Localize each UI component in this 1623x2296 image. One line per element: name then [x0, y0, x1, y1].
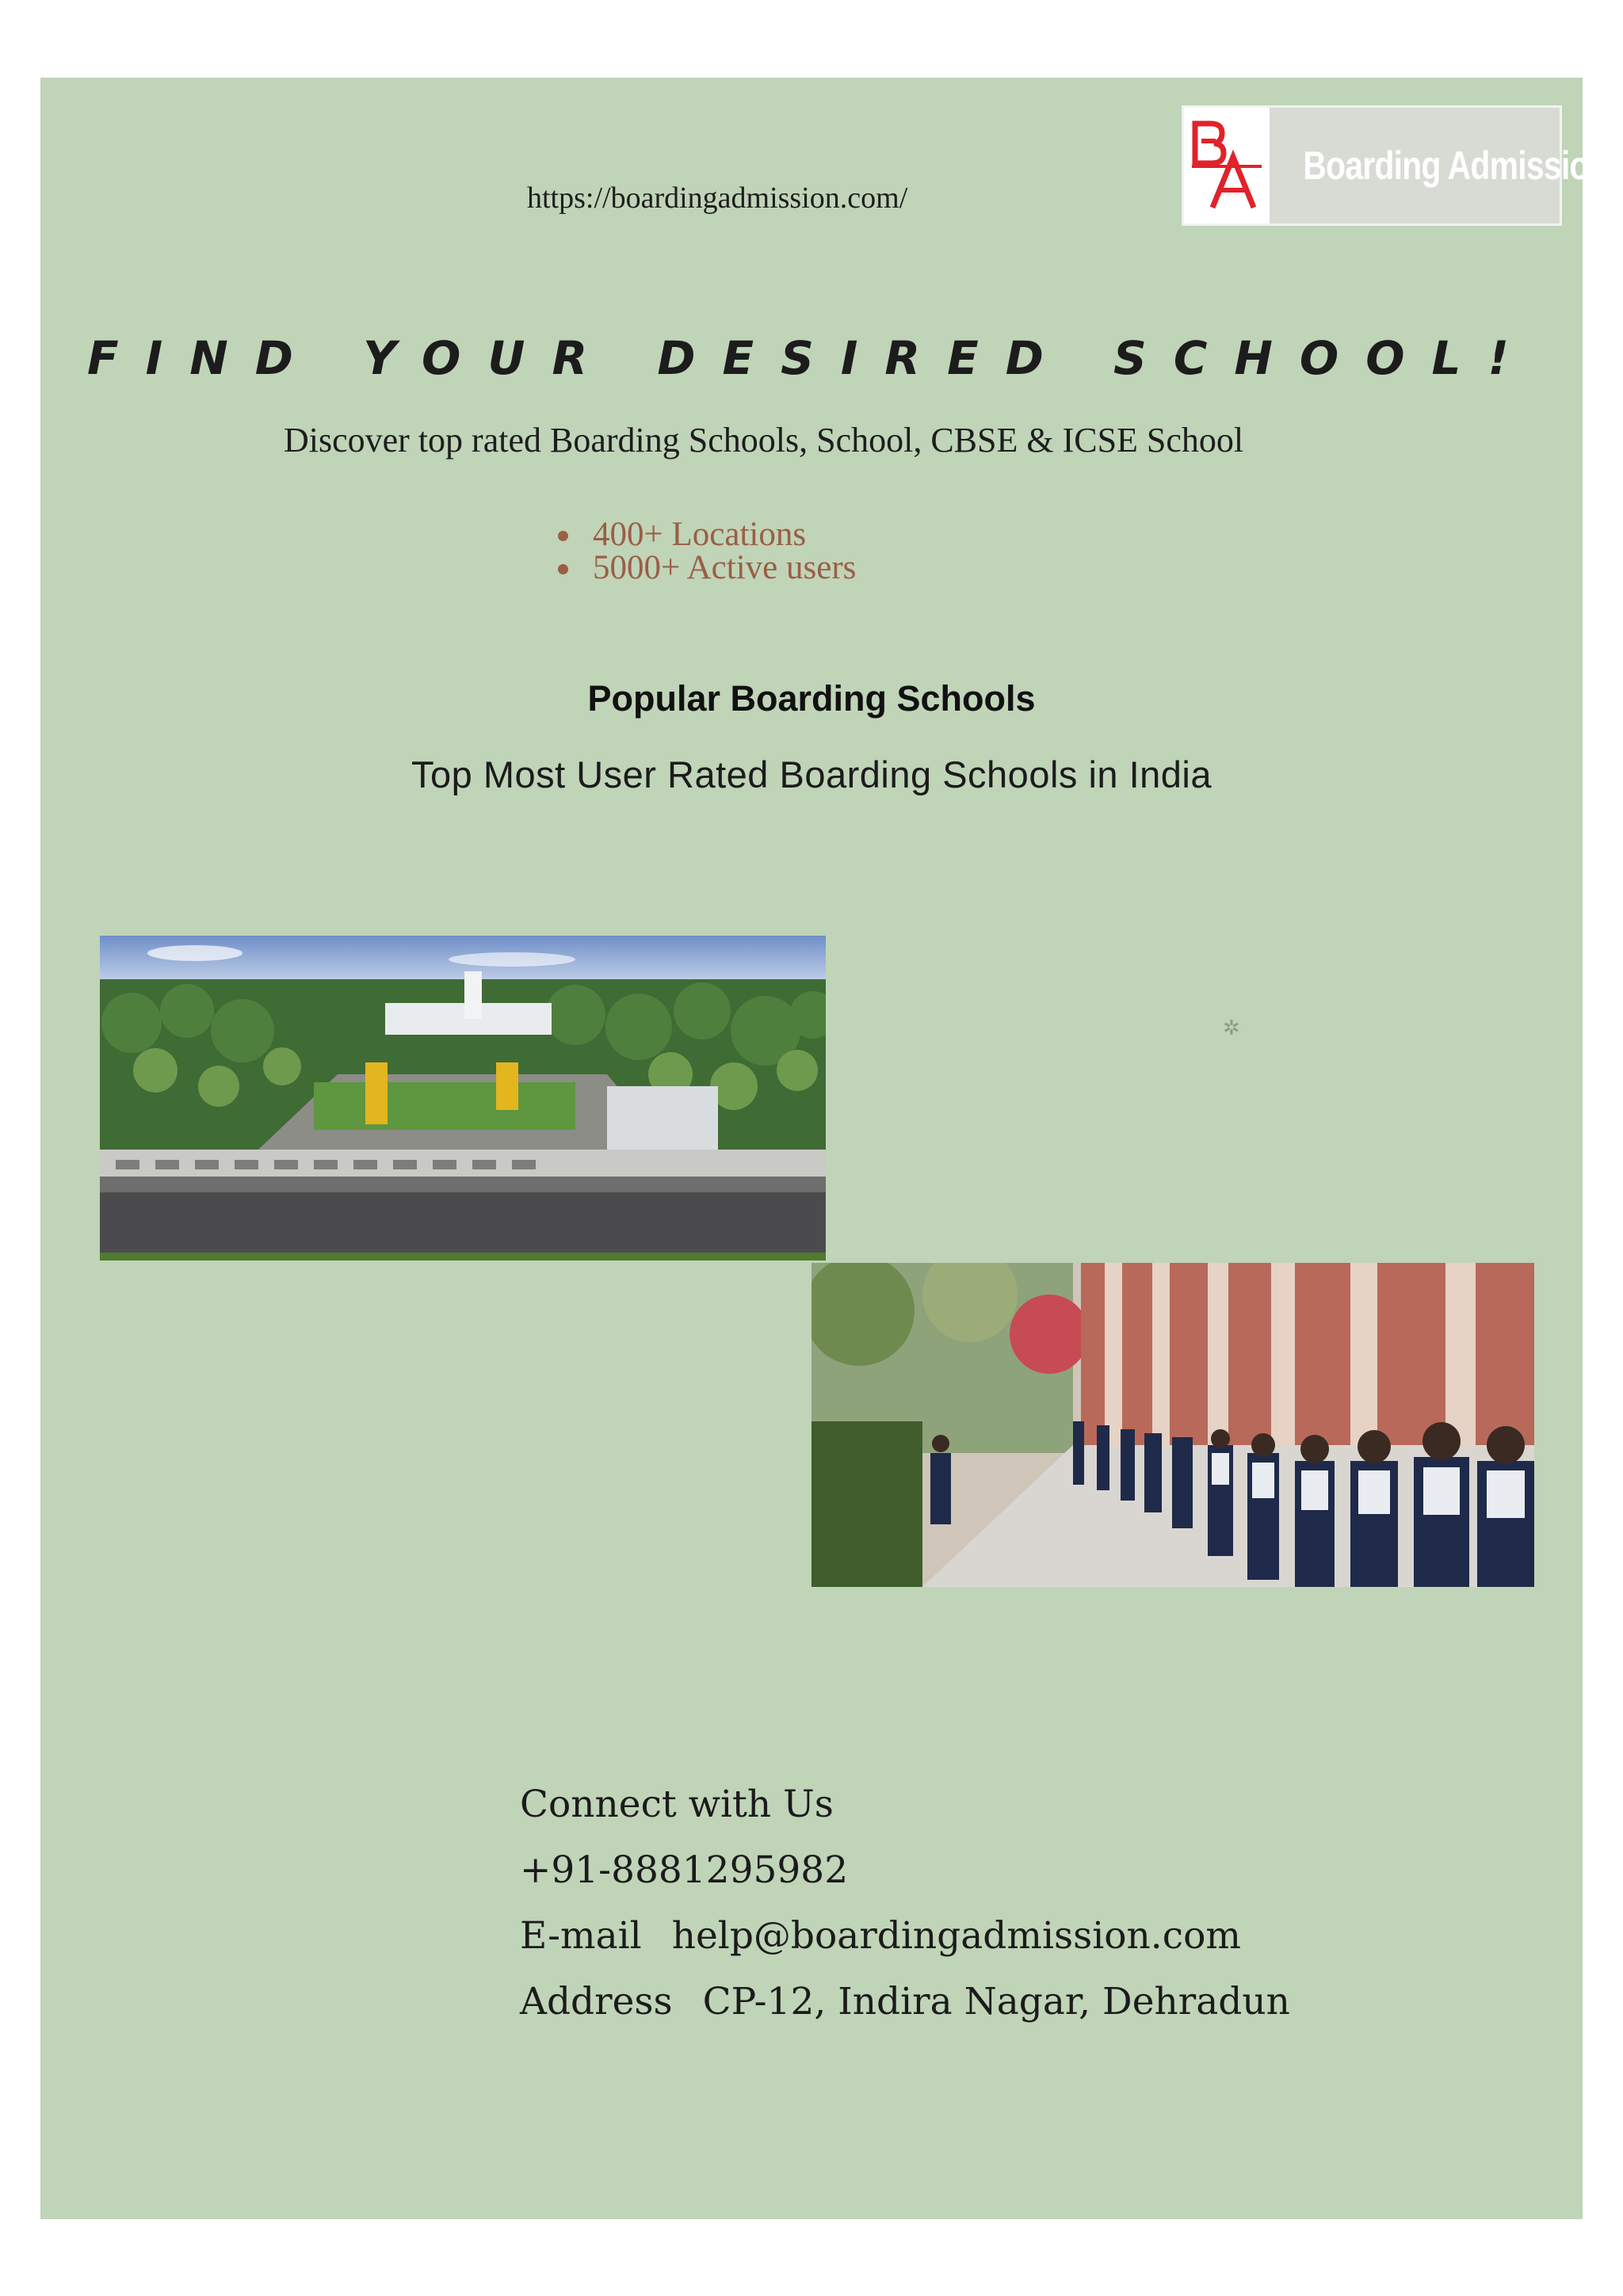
contact-block [520, 1772, 1290, 2035]
logo-mark [1184, 108, 1270, 223]
school-campus-image [100, 936, 826, 1261]
stat-item: 400+ Locations [555, 518, 856, 551]
stat-item: 5000+ Active users [555, 551, 856, 585]
decorative-star-icon: ✲ [1223, 1016, 1240, 1040]
phone-number[interactable]: +91-8881295982 [520, 1848, 849, 1892]
students-image [812, 1263, 1534, 1587]
section-title: Popular Boarding Schools [587, 678, 1036, 719]
stats-list [555, 518, 856, 585]
address-label: Address [520, 1980, 673, 2023]
hero-subline: Discover top rated Boarding Schools, School, CBSE & ICSE School [284, 421, 1244, 460]
email-link[interactable]: help@boardingadmission.com [671, 1914, 1241, 1958]
address-text: CP-12, Indira Nagar, Dehradun [702, 1980, 1290, 2023]
contact-heading: Connect with Us [520, 1783, 834, 1826]
students-photo-illustration [812, 1263, 1534, 1587]
section-subtitle: Top Most User Rated Boarding Schools in India [411, 753, 1212, 795]
logo-text: Boarding Admission [1303, 143, 1608, 188]
brand-logo[interactable] [1182, 105, 1608, 226]
email-label: E-mail [520, 1914, 642, 1958]
website-url[interactable]: https://boardingadmission.com/ [527, 181, 908, 215]
email-row [520, 1903, 1290, 1969]
ba-monogram-icon [1189, 116, 1265, 215]
bullet-icon [558, 564, 568, 574]
bullet-icon [558, 531, 568, 541]
address-row [520, 1969, 1290, 2035]
campus-photo-illustration [100, 936, 826, 1261]
page-headline: FIND YOUR DESIRED SCHOOL! [87, 331, 1536, 385]
